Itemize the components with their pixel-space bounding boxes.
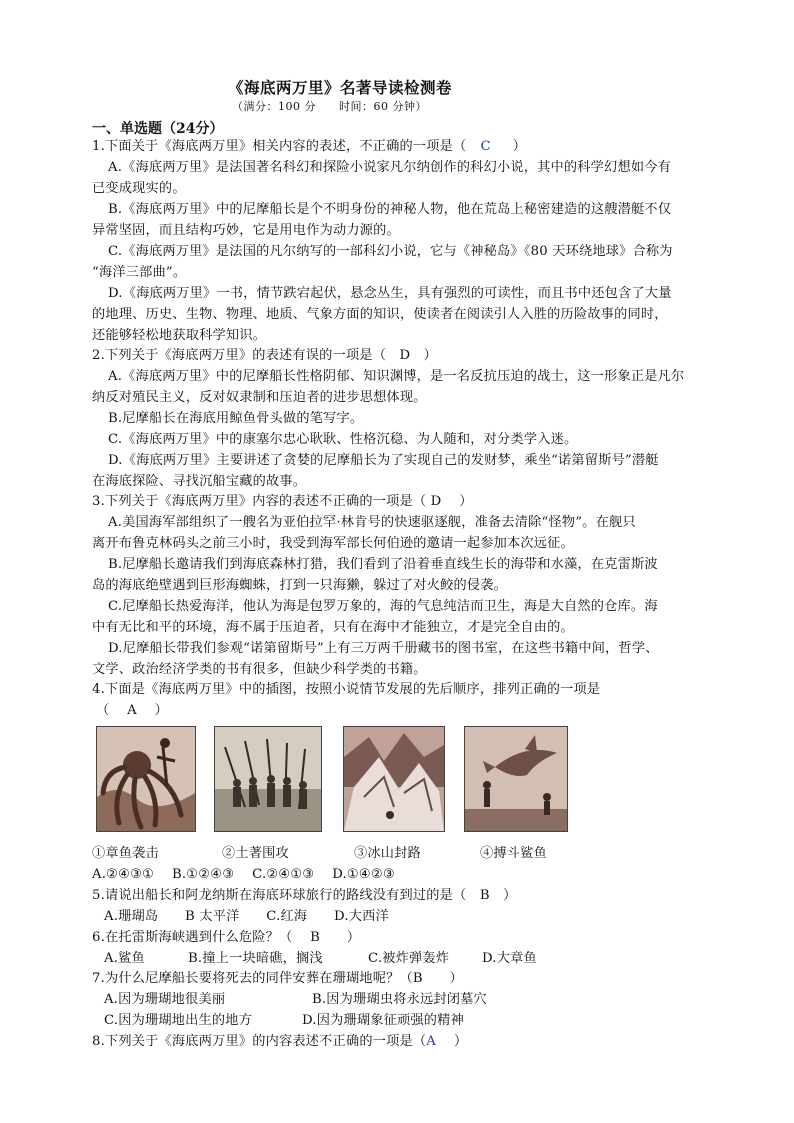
caption-4: ④搏斗鲨鱼 <box>480 846 547 861</box>
exam-info: （满分：100 分 时间：60 分钟） <box>232 100 427 113</box>
q7-option-d: D.因为珊瑚象征顽强的精神 <box>302 1013 464 1028</box>
question-7-stem: 7.为什么尼摩船长要将死去的同伴安葬在珊瑚地呢？（B ） <box>92 971 463 986</box>
q3-option-b-cont: 岛的海底绝壁遇到巨形海蜘蛛，打到一只海獭，躲过了对火鲛的侵袭。 <box>92 578 508 593</box>
question-8-close: ） <box>454 1034 468 1049</box>
question-1-answer: C <box>480 139 491 154</box>
q1-option-c: C.《海底两万里》是法国的凡尔纳写的一部科幻小说，它与《神秘岛》《80 天环绕地球》合称为 <box>108 244 673 259</box>
question-1-stem <box>92 136 526 157</box>
q6-option-b: B.撞上一块暗礁，搁浅 <box>188 951 323 966</box>
illustration-natives-siege <box>214 726 322 832</box>
q4-options: A.②④③① B.①②④③ C.②④①③ D.①④②③ <box>92 867 396 882</box>
q1-option-a: A.《海底两万里》是法国著名科幻和探险小说家凡尔纳创作的科幻小说，其中的科学幻想如今有 <box>108 160 671 175</box>
page-title: 《海底两万里》名著导读检测卷 <box>228 78 453 97</box>
caption-2: ②土著围攻 <box>222 846 289 861</box>
q5-options: A.珊瑚岛 B 太平洋 C.红海 D.大西洋 <box>104 909 389 924</box>
q2-option-a-cont: 纳反对殖民主义，反对奴隶制和压迫者的进步思想体现。 <box>92 390 427 405</box>
q2-option-d: D.《海底两万里》主要讲述了贪婪的尼摩船长为了实现自己的发财梦，乘坐“诺第留斯号”潜艇 <box>108 453 659 468</box>
question-1-text: 1.下面关于《海底两万里》相关内容的表述，不正确的一项是（ <box>92 139 467 154</box>
caption-3: ③冰山封路 <box>354 846 421 861</box>
caption-1: ①章鱼袭击 <box>92 846 159 861</box>
q1-option-c-cont: “海洋三部曲”。 <box>92 265 187 280</box>
illustration-octopus-attack <box>96 726 196 832</box>
q7-option-a: A.因为珊瑚地很美丽 <box>104 992 226 1007</box>
q6-option-c: C.被炸弹轰炸 <box>368 951 450 966</box>
question-4-answer: （ A ） <box>96 703 169 718</box>
question-4-stem: 4.下面是《海底两万里》中的插图，按照小说情节发展的先后顺序，排列正确的一项是 <box>92 682 601 697</box>
q1-option-b-cont: 异常坚固，而且结构巧妙，它是用电作为动力源的。 <box>92 223 400 238</box>
q7-option-b: B.因为珊瑚虫将永远封闭墓穴 <box>312 992 487 1007</box>
q6-option-a: A.鲨鱼 <box>104 951 145 966</box>
q1-option-a-cont: 已变成现实的。 <box>92 181 186 196</box>
illustration-shark-fight <box>464 726 568 832</box>
q3-option-c-cont: 中有无比和平的环境，海不属于压迫者，只有在海中才能独立，才是完全自由的。 <box>92 620 574 635</box>
q2-option-c: C.《海底两万里》中的康塞尔忠心耿耿、性格沉稳、为人随和，对分类学入迷。 <box>108 432 578 447</box>
q3-option-c: C.尼摩船长热爱海洋，他认为海是包罗万象的，海的气息纯洁而卫生，海是大自然的仓库。海 <box>108 599 658 614</box>
question-8-stem <box>92 1031 467 1052</box>
question-8-answer: A <box>426 1034 437 1049</box>
q2-option-d-cont: 在海底探险、寻找沉船宝藏的故事。 <box>92 474 307 489</box>
question-8-text: 8.下列关于《海底两万里》的内容表述不正确的一项是（ <box>92 1034 427 1049</box>
question-1-close: ） <box>512 139 527 154</box>
section-heading: 一、单选题（24分） <box>92 121 224 137</box>
illustration-iceberg-block <box>343 726 445 832</box>
q1-option-d-cont2: 还能够轻松地获取科学知识。 <box>92 328 267 343</box>
q1-option-b: B.《海底两万里》中的尼摩船长是个不明身份的神秘人物，他在荒岛上秘密建造的这艘潜艇不仅 <box>108 202 672 217</box>
q3-option-d: D.尼摩船长带我们参观“诺第留斯号”上有三万两千册藏书的图书室，在这些书籍中间，哲学、 <box>108 641 659 656</box>
q3-option-a: A.美国海军部组织了一艘名为亚伯拉罕·林肯号的快速驱逐舰，准备去清除“怪物”。在舰只 <box>108 515 636 530</box>
question-6-stem: 6.在托雷斯海峡遇到什么危险？（ B ） <box>92 930 361 945</box>
q3-option-a-cont: 离开布鲁克林码头之前三小时，我受到海军部长何伯逊的邀请一起参加本次远征。 <box>92 536 574 551</box>
q1-option-d: D.《海底两万里》一书，情节跌宕起伏，悬念丛生，具有强烈的可读性，而且书中还包含了大量 <box>108 286 672 301</box>
q6-option-d: D.大章鱼 <box>482 951 537 966</box>
q7-option-c: C.因为珊瑚地出生的地方 <box>104 1013 253 1028</box>
question-3-stem: 3.下列关于《海底两万里》内容的表述不正确的一项是（ D ） <box>92 494 473 509</box>
q2-option-a: A.《海底两万里》中的尼摩船长性格阴郁、知识渊博，是一名反抗压迫的战士，这一形象正是凡尔 <box>108 369 685 384</box>
q1-option-d-cont1: 的地理、历史、生物、物理、地质、气象方面的知识，使读者在阅读引人入胜的历险故事的同时， <box>92 307 668 322</box>
q3-option-d-cont: 文学、政治经济学类的书有很多，但缺少科学类的书籍。 <box>92 662 427 677</box>
question-2-stem: 2.下列关于《海底两万里》的表述有误的一项是（ D ） <box>92 348 438 363</box>
q2-option-b: B.尼摩船长在海底用鲸鱼骨头做的笔写字。 <box>108 411 364 426</box>
q3-option-b: B.尼摩船长邀请我们到海底森林打猎，我们看到了沿着垂直线生长的海带和水藻，在克雷斯波 <box>108 557 658 572</box>
question-5-stem: 5.请说出船长和阿龙纳斯在海底环球旅行的路线没有到过的是（ B ） <box>92 888 517 903</box>
